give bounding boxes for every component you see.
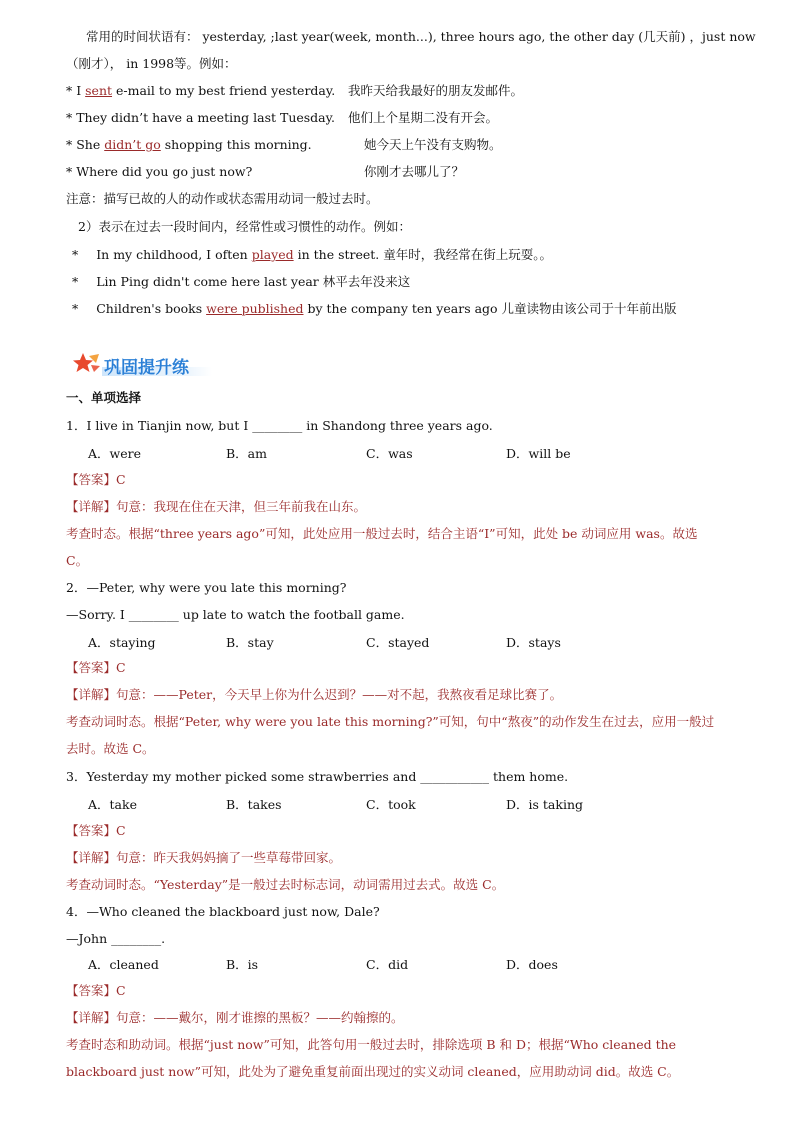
question-3-options [88,795,688,813]
question-3-stem: 3．Yesterday my mother picked some strawberries and ___________ them home. [66,769,569,784]
example-2 [66,109,766,127]
option-c: C．was [366,446,413,461]
example-highlight: didn’t go [104,137,161,152]
question-1-answer: 【答案】C [66,472,126,487]
option-c: C．took [366,797,416,812]
question-2-answer: 【答案】C [66,660,126,675]
question-4-stem: 4．—Who cleaned the blackboard just now, Dale? [66,904,380,919]
question-3-explain: 考查动词时态。“Yesterday”是一般过去时标志词，动词需用过去式。故选 C。 [66,877,505,892]
example-text: * She [66,137,105,152]
question-4-answer: 【答案】C [66,983,126,998]
intro-line-1: 常用的时间状语有： yesterday, ;last year(week, month...), three hours ago, the other day (几天前) ，just now [86,29,756,44]
example-text: In my childhood, I often [96,247,252,262]
example-translation: 他们上个星期二没有开会。 [348,110,499,125]
option-b: B．is [226,957,259,972]
question-2-detail: 【详解】句意：——Peter，今天早上你为什么迟到？——对不起，我熬夜看足球比赛了。 [66,687,563,702]
option-d: D．does [506,957,558,972]
example-translation: 我昨天给我最好的朋友发邮件。 [348,83,524,98]
point-2: 2）表示在过去一段时间内，经常性或习惯性的动作。例如： [78,219,411,234]
example-text: * They didn’t have a meeting last Tuesday. [66,110,336,125]
example2-1 [72,246,552,264]
example-highlight: were published [206,301,304,316]
option-b: B．takes [226,797,282,812]
bullet-star: * [72,274,79,289]
question-2-explain: 考查动词时态。根据“Peter, why were you late this morning?”可知，句中“熬夜”的动作发生在过去，应用一般过 [66,714,715,729]
section-title: 巩固提升练 [104,358,189,378]
example-3 [66,136,766,154]
example-text: Children's books [96,301,207,316]
option-d: D．stays [506,635,561,650]
example2-2 [72,273,410,291]
question-2-explain-cont: 去时。故选 C。 [66,741,155,756]
option-a: A．take [88,797,137,812]
question-2-stem-cont: —Sorry. I ________ up late to watch the football game. [66,607,405,622]
option-c: C．did [366,957,409,972]
option-a: A．cleaned [88,957,159,972]
example-text: e-mail to my best friend yesterday. [112,83,336,98]
section-subtitle: 一、单项选择 [66,390,142,405]
star-icon [72,351,102,377]
intro-line-2: （刚才）， in 1998等。例如： [66,56,237,71]
example-highlight: sent [85,83,113,98]
bullet-star: * [72,301,79,316]
bullet-star: * [72,247,79,262]
note-line: 注意：描写已故的人的动作或状态需用动词一般过去时。 [66,191,379,206]
question-1-explain: 考查时态。根据“three years ago”可知，此处应用一般过去时，结合主语“I”可知，此处 be 动词应用 was。故选 [66,526,698,541]
question-4-stem-cont: —John ________. [66,931,166,946]
example-1 [66,82,766,100]
example-text: shopping this morning. [160,137,312,152]
option-a: A．were [88,446,141,461]
example-highlight: played [251,247,294,262]
option-c: C．stayed [366,635,430,650]
example-4 [66,163,766,181]
example-translation: 她今天上午没有支购物。 [364,137,502,152]
example2-3 [72,300,677,318]
question-2-stem: 2．—Peter, why were you late this morning? [66,580,347,595]
question-4-options [88,955,688,973]
question-4-explain: 考查时态和助动词。根据“just now”可知，此答句用一般过去时，排除选项 B 和 D；根据“Who cleaned the [66,1037,677,1052]
question-2-options [88,633,688,651]
option-b: B．am [226,446,267,461]
example-text: * I [66,83,86,98]
question-1-detail: 【详解】句意：我现在住在天津，但三年前我在山东。 [66,499,367,514]
example-text: * Where did you go just now? [66,164,253,179]
question-1-explain-cont: C。 [66,553,89,568]
question-3-answer: 【答案】C [66,823,126,838]
option-d: D．is taking [506,797,584,812]
question-3-detail: 【详解】句意：昨天我妈妈摘了一些草莓带回家。 [66,850,342,865]
example-text: in the street. 童年时，我经常在街上玩耍。。 [293,247,552,262]
example-text: Lin Ping didn't come here last year 林平去年没来这 [96,274,411,289]
option-a: A．staying [88,635,156,650]
question-4-detail: 【详解】句意：——戴尔，刚才谁擦的黑板？——约翰擦的。 [66,1010,404,1025]
example-translation: 你刚才去哪儿了？ [364,164,465,179]
question-4-explain-cont: blackboard just now”可知，此处为了避免重复前面出现过的实义动词 cleaned，应用助动词 did。故选 C。 [66,1064,680,1079]
question-1-stem: 1．I live in Tianjin now, but I ________ in Shandong three years ago. [66,418,493,433]
question-1-options [88,444,688,462]
option-d: D．will be [506,446,571,461]
example-text: by the company ten years ago 儿童读物由该公司于十年前出版 [303,301,677,316]
option-b: B．stay [226,635,274,650]
